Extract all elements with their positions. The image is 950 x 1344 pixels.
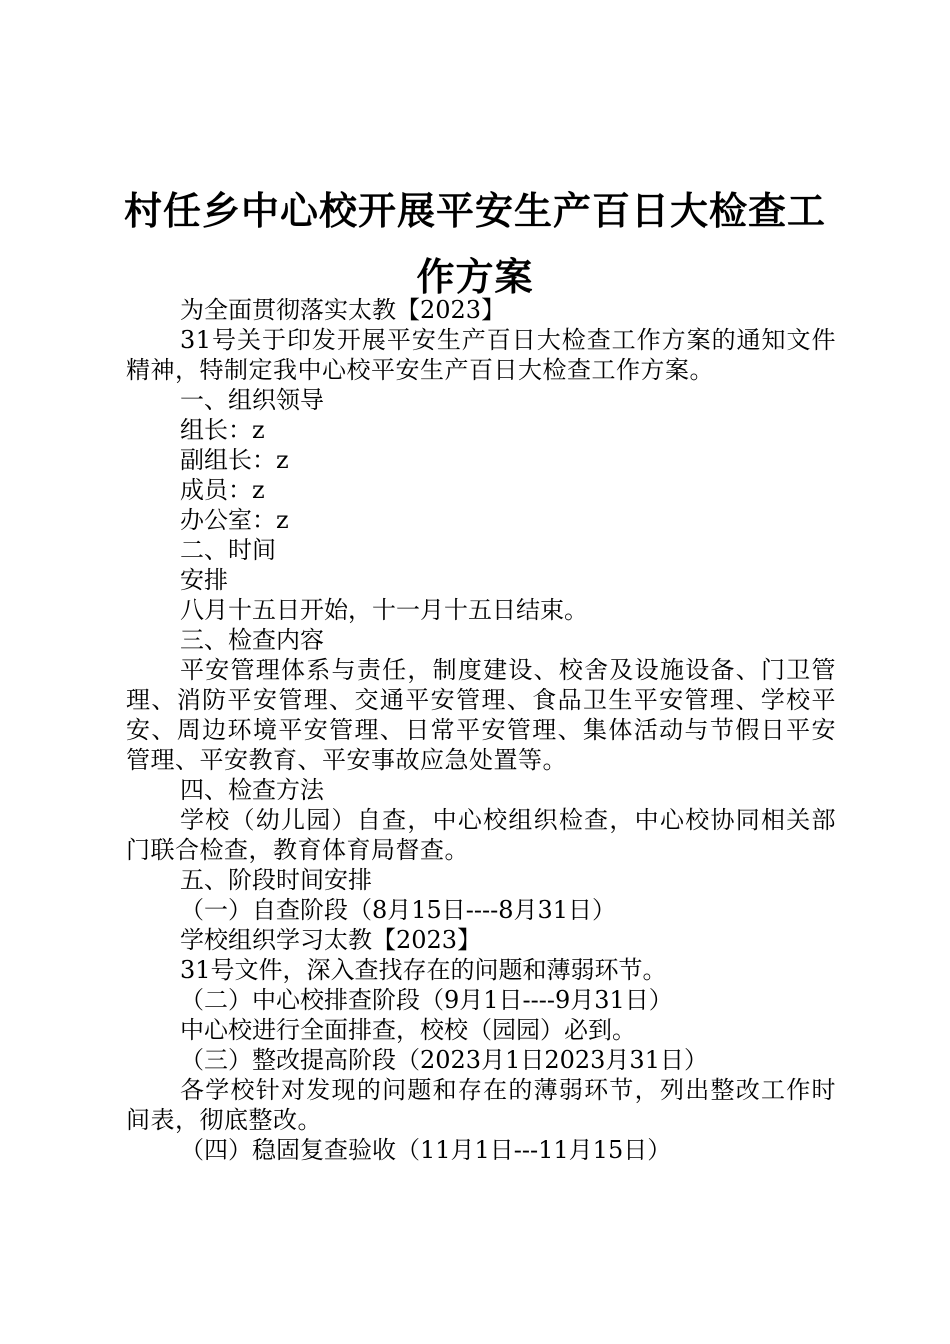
- paragraph-inspection-method: 学校（幼儿园）自查，中心校组织检查，中心校协同相关部门联合检查，教育体育局督查。: [126, 806, 836, 864]
- paragraph-members: 成员：z: [180, 476, 265, 504]
- heading-inspection-content: 三、检查内容: [180, 626, 324, 654]
- paragraph-phase-1b: 31号文件，深入查找存在的问题和薄弱环节。: [180, 956, 667, 984]
- heading-phase-3: （三）整改提高阶段（2023月1日2023月31日）: [180, 1046, 708, 1074]
- heading-time: 二、时间: [180, 536, 276, 564]
- heading-phase-schedule: 五、阶段时间安排: [180, 866, 372, 894]
- paragraph-deputy-leader: 副组长：z: [180, 446, 289, 474]
- paragraph-office: 办公室：z: [180, 506, 289, 534]
- document-body: [126, 295, 836, 1165]
- paragraph-phase-2: 中心校进行全面排查，校校（园园）必到。: [180, 1016, 636, 1044]
- heading-inspection-method: 四、检查方法: [180, 776, 324, 804]
- paragraph-phase-3: 各学校针对发现的问题和存在的薄弱环节，列出整改工作时间表，彻底整改。: [126, 1076, 836, 1134]
- paragraph-phase-1a: 学校组织学习太教【2023】: [180, 926, 482, 954]
- paragraph-intro-2: 31号关于印发开展平安生产百日大检查工作方案的通知文件精神，特制定我中心校平安生产百日大检查工作方案。: [126, 326, 836, 384]
- paragraph-inspection-content: 平安管理体系与责任，制度建设、校舍及设施设备、门卫管理、消防平安管理、交通平安管理、食品卫生平安管理、学校平安、周边环境平安管理、日常平安管理、集体活动与节假日平安管理、平安教育、平安事故应急处置等。: [126, 656, 836, 774]
- heading-organization: 一、组织领导: [180, 386, 324, 414]
- paragraph-leader: 组长：z: [180, 416, 265, 444]
- paragraph-dates: 八月十五日开始，十一月十五日结束。: [180, 596, 588, 624]
- paragraph-arrangement: 安排: [180, 566, 228, 594]
- heading-phase-1: （一）自查阶段（8月15日----8月31日）: [180, 896, 617, 924]
- heading-phase-4: （四）稳固复查验收（11月1日---11月15日）: [180, 1136, 672, 1164]
- paragraph-intro-1: 为全面贯彻落实太教【2023】: [180, 296, 506, 324]
- document-title: 村任乡中心校开展平安生产百日大检查工作方案: [123, 189, 826, 299]
- heading-phase-2: （二）中心校排查阶段（9月1日----9月31日）: [180, 986, 673, 1014]
